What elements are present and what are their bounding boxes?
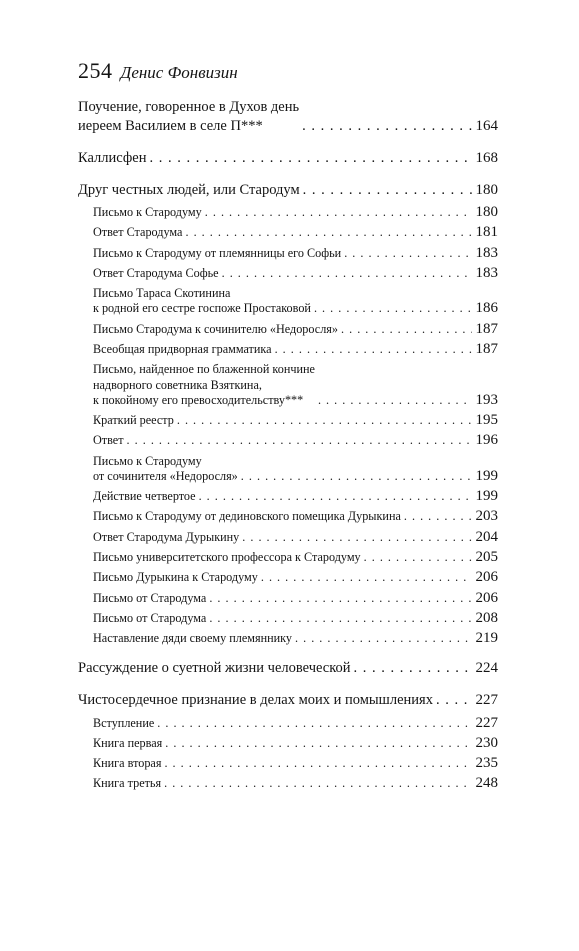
toc-entry-title — [93, 591, 206, 606]
toc-page-number: 180 — [475, 182, 498, 198]
toc-entry-title — [93, 413, 174, 428]
toc-page-number: 248 — [475, 775, 498, 792]
toc-page-number: 219 — [475, 630, 498, 647]
running-header — [78, 58, 238, 84]
dot-leader — [164, 756, 471, 771]
page-number: 254 — [78, 58, 113, 83]
toc-subentry — [78, 246, 498, 261]
dot-leader — [164, 776, 471, 791]
toc-subentry — [78, 362, 498, 408]
dot-leader — [222, 266, 472, 281]
toc-entry-title — [93, 433, 124, 448]
dot-leader — [275, 342, 472, 357]
dot-leader — [205, 205, 472, 220]
dot-leader — [241, 469, 472, 484]
toc-page-number: 181 — [475, 224, 498, 241]
toc-entry-title-line: надворного советника Взяткина, — [93, 377, 262, 392]
toc-subentry — [78, 530, 498, 545]
toc-subentry — [78, 756, 498, 771]
toc-page-number: 196 — [475, 432, 498, 449]
toc-entry-title — [93, 776, 161, 791]
toc-subentry — [78, 266, 498, 281]
toc-entry-title-line: иереем Василием в селе П*** — [78, 118, 263, 134]
toc-entry-title-line: Письмо Стародума к сочинителю «Недоросля» — [93, 321, 338, 336]
toc-entry-title-line: Действие четвертое — [93, 489, 196, 504]
toc-page-number: 186 — [475, 300, 498, 317]
toc-entry-title — [93, 225, 182, 240]
toc-subentry — [78, 716, 498, 731]
dot-leader — [165, 736, 471, 751]
toc-section — [78, 691, 498, 791]
toc-entry-title — [93, 631, 292, 646]
dot-leader — [127, 433, 472, 448]
toc-page-number: 187 — [475, 320, 498, 337]
dot-leader — [157, 716, 471, 731]
toc-entry-title-line: Письмо от Стародума — [93, 610, 207, 625]
toc-page-number: 164 — [475, 118, 498, 134]
dot-leader — [149, 149, 471, 168]
toc-page-number: 208 — [475, 609, 498, 626]
toc-entry-title-line: Ответ Стародума Софье — [93, 265, 219, 280]
toc-section-entry — [78, 181, 498, 200]
toc-page-number: 203 — [475, 508, 498, 525]
dot-leader — [341, 322, 472, 337]
toc-entry-title-line: Краткий реестр — [93, 413, 174, 428]
toc-entry-title-line: Всеобщая придворная грамматика — [93, 342, 272, 357]
toc-entry-title — [93, 530, 239, 545]
toc-section-entry — [78, 659, 498, 678]
toc-entry-title-line: Письмо к Стародуму — [93, 453, 202, 468]
toc-entry-title-line: к покойному его превосходительству*** — [93, 392, 304, 407]
toc-subentry — [78, 454, 498, 484]
dot-leader — [185, 225, 471, 240]
toc-entry-title-line: Друг честных людей, или Стародум — [78, 182, 300, 198]
toc-section-entry — [78, 149, 498, 168]
running-title-author: Денис Фонвизин — [120, 63, 238, 82]
toc-entry-title — [93, 736, 162, 751]
toc-entry-title — [93, 205, 202, 220]
table-of-contents — [78, 98, 498, 792]
toc-subentry — [78, 225, 498, 240]
dot-leader — [199, 489, 472, 504]
toc-section-entry — [78, 691, 498, 710]
toc-entry-title-line: Письмо к Стародуму — [93, 205, 202, 220]
toc-page-number: 168 — [475, 150, 498, 166]
toc-page-number: 230 — [475, 734, 498, 751]
toc-section-entry — [78, 98, 498, 136]
toc-entry-title — [78, 149, 146, 168]
toc-entry-title-line: Ответ Стародума Дурыкину — [93, 529, 240, 544]
dot-leader — [314, 301, 472, 316]
toc-subentry — [78, 509, 498, 524]
toc-entry-title — [93, 322, 338, 337]
toc-entry-title-line: Книга вторая — [93, 756, 162, 771]
toc-subentry — [78, 631, 498, 646]
toc-subentry — [78, 322, 498, 337]
toc-entry-title — [93, 756, 161, 771]
toc-page-number: 235 — [475, 755, 498, 772]
toc-page-number: 206 — [475, 589, 498, 606]
toc-entry-title-line: Ответ — [93, 433, 124, 448]
dot-leader — [354, 659, 472, 678]
toc-section — [78, 181, 498, 646]
dot-leader — [302, 117, 471, 136]
dot-leader — [436, 691, 472, 710]
toc-entry-title — [93, 246, 341, 261]
toc-entry-title-line: Письмо от Стародума — [93, 590, 207, 605]
toc-subentry — [78, 736, 498, 751]
toc-page-number: 199 — [475, 467, 498, 484]
toc-subentry — [78, 205, 498, 220]
toc-entry-title — [93, 489, 196, 504]
toc-entry-title — [78, 98, 299, 136]
toc-entry-title-line: Письмо, найденное по блаженной кончине — [93, 362, 315, 377]
toc-entry-title-line: Письмо Тараса Скотинина — [93, 286, 231, 301]
toc-entry-title-line: Вступление — [93, 715, 155, 730]
toc-entry-title — [93, 286, 311, 316]
toc-entry-title — [93, 362, 315, 408]
dot-leader — [318, 393, 472, 408]
toc-entry-title — [93, 454, 238, 484]
toc-subentry — [78, 342, 498, 357]
toc-subentry — [78, 570, 498, 585]
dot-leader — [242, 530, 471, 545]
dot-leader — [303, 181, 472, 200]
toc-entry-title-line: Письмо к Стародуму от племянницы его Софьи — [93, 245, 342, 260]
toc-page-number: 224 — [475, 660, 498, 677]
dot-leader — [344, 246, 471, 261]
toc-entry-title-line: Ответ Стародума — [93, 225, 183, 240]
toc-page-number: 183 — [475, 264, 498, 281]
toc-section — [78, 98, 498, 136]
dot-leader — [295, 631, 472, 646]
toc-entry-title — [78, 659, 351, 678]
dot-leader — [404, 509, 472, 524]
dot-leader — [177, 413, 472, 428]
dot-leader — [261, 570, 472, 585]
toc-subentry — [78, 776, 498, 791]
toc-page-number: 195 — [475, 412, 498, 429]
toc-entry-title-line: Книга первая — [93, 735, 163, 750]
toc-entry-title-line: Чистосердечное признание в делах моих и помышлениях — [78, 692, 433, 709]
toc-entry-title-line: Каллисфен — [78, 150, 147, 166]
toc-subentry — [78, 413, 498, 428]
toc-subentry — [78, 591, 498, 606]
toc-subentry — [78, 286, 498, 316]
toc-entry-title — [93, 611, 206, 626]
toc-section — [78, 659, 498, 678]
toc-page-number: 187 — [475, 341, 498, 358]
toc-page-number: 193 — [475, 391, 498, 408]
toc-entry-title-line: к родной его сестре госпоже Простаковой — [93, 301, 311, 316]
dot-leader — [364, 550, 472, 565]
toc-page-number: 205 — [475, 549, 498, 566]
toc-entry-title — [93, 550, 361, 565]
toc-entry-title — [78, 691, 433, 710]
toc-page-number: 199 — [475, 488, 498, 505]
toc-subentry — [78, 489, 498, 504]
toc-entry-title-line: Письмо Дурыкина к Стародуму — [93, 570, 258, 585]
toc-entry-title-line: Книга третья — [93, 776, 162, 791]
toc-page-number: 227 — [475, 714, 498, 731]
toc-page-number: 204 — [475, 528, 498, 545]
toc-page-number: 180 — [475, 204, 498, 221]
toc-entry-title — [93, 509, 401, 524]
toc-entry-title — [93, 570, 258, 585]
toc-entry-title-line: Наставление дяди своему племяннику — [93, 631, 292, 646]
toc-page-number: 183 — [475, 244, 498, 261]
toc-subentry — [78, 433, 498, 448]
toc-page-number: 206 — [475, 569, 498, 586]
toc-entry-title-line: Письмо к Стародуму от дединовского помещика Дурыкина — [93, 509, 401, 524]
toc-entry-title-line: Письмо университетского профессора к Стародуму — [93, 550, 361, 565]
toc-entry-title — [78, 181, 300, 200]
toc-entry-title-line: Рассуждение о суетной жизни человеческой — [78, 660, 351, 677]
toc-subentry — [78, 550, 498, 565]
toc-entry-title — [93, 266, 219, 281]
toc-page-number: 227 — [475, 692, 498, 709]
dot-leader — [209, 591, 471, 606]
toc-entry-title-line: от сочинителя «Недоросля» — [93, 468, 238, 483]
toc-section — [78, 149, 498, 168]
toc-entry-title — [93, 342, 272, 357]
toc-subentry — [78, 611, 498, 626]
dot-leader — [209, 611, 471, 626]
toc-entry-title-line: Поучение, говоренное в Духов день — [78, 99, 300, 115]
toc-entry-title — [93, 716, 154, 731]
